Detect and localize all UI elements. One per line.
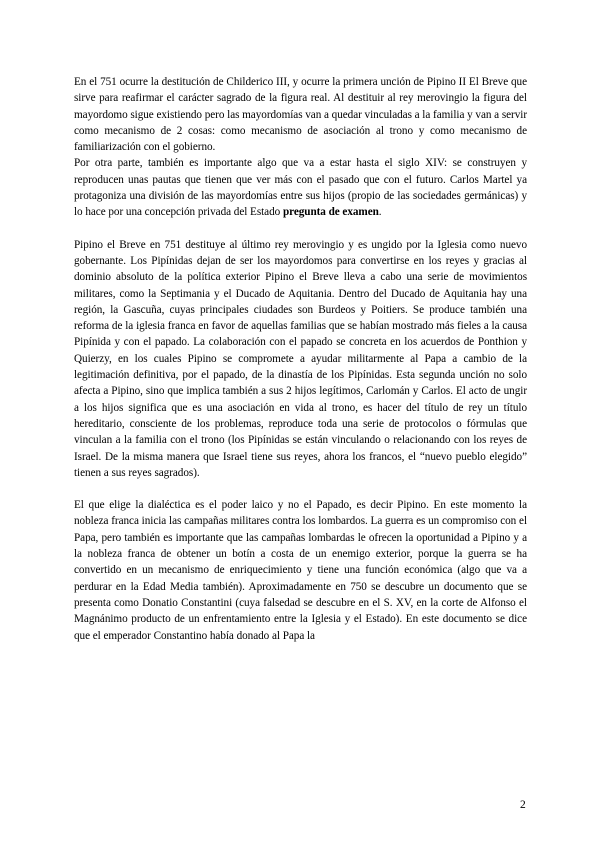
exam-question-note: pregunta de examen bbox=[282, 206, 379, 219]
paragraph-childerico: En el 751 ocurre la destitución de Childerico III, y ocurre la primera unción de Pipino II El Breve que sirve para reafirmar el carácter sagrado de la figura real. Al destituir al rey merovingio la figura del mayordomo sigue existiendo pero las mayordomías van a quedar vinculadas a la familia y van a servir como mecanismo de 2 cosas: como mecanismo de asociación al trono y como mecanismo de familiarización con el gobierno. bbox=[74, 76, 527, 154]
page-number: 2 bbox=[520, 799, 526, 811]
paragraph-dialectica: El que elige la dialéctica es el poder laico y no el Papado, es decir Pipino. En este momento la nobleza franca inicia las campañas militares contra los lombardos. La guerra es un compromiso con el Papa, pero también es importante que las campañas lombardas le ofrecen la oportunidad a Pipino y a la nobleza franca de obtener un botín a costa de un enemigo exterior, porque la guerra se ha convertido en un mecanismo de enriquecimiento y tiene una función económica (algo que va a perdurar en la Edad Media también). Aproximadamente en 750 se descubre un documento que se presenta como Donatio Constantini (cuya falsedad se descubre en el S. XV, en la corte de Alfonso el Magnánimo producto de un enfrentamiento entre la Iglesia y el Estado). En este documento se dice que el emperador Constantino había donado al Papa la bbox=[74, 499, 527, 642]
paragraph-carlos-martel: Por otra parte, también es importante algo que va a estar hasta el siglo XIV: se construyen y reproducen unas pautas que tienen que ver más con el pasado que con el futuro. Carlos Martel ya protagoniza una división de las mayordomías entre sus hijos (propio de las sociedades germánicas) y lo hace por una concepción privada del Estado pregunta de examen. bbox=[74, 157, 527, 219]
document-body bbox=[74, 74, 527, 644]
paragraph-pipino-el-breve: Pipino el Breve en 751 destituye al último rey merovingio y es ungido por la Iglesia como nuevo gobernante. Los Pipínidas dejan de ser los mayordomos para convertirse en los reyes y gracias al dominio absoluto de la política exterior Pipino el Breve lleva a cabo una serie de movimientos militares, como la Septimania y el Ducado de Aquitania. Dentro del Ducado de Aquitania hay una región, la Gascuña, cuyas principales ciudades son Burdeos y Poitiers. Se produce también una reforma de la iglesia franca en favor de aquellas familias que se habían mostrado más fieles a la causa Pipínida y con el papado. La colaboración con el papado se concreta en los acuerdos de Ponthion y Quierzy, en los cuales Pipino se compromete a ayudar militarmente al Papa a cambio de la legitimación definitiva, por el papado, de la dinastía de los Pipínidas. Esta segunda unción no solo afecta a Pipino, sino que implica también a sus 2 hijos legítimos, Carlomán y Carlos. El acto de ungir a los hijos significa que es una asociación en vida al trono, es hacer del título de rey un título hereditario, consciente de los problemas, reproduce toda una serie de protocolos o fórmulas que vinculan a la familia con el trono (los Pipínidas se están vinculando o relacionando con los reyes de Israel. De la misma manera que Israel tiene sus reyes, ahora los francos, el “nuevo pueblo elegido” tienen a sus reyes sagrados). bbox=[74, 238, 527, 479]
